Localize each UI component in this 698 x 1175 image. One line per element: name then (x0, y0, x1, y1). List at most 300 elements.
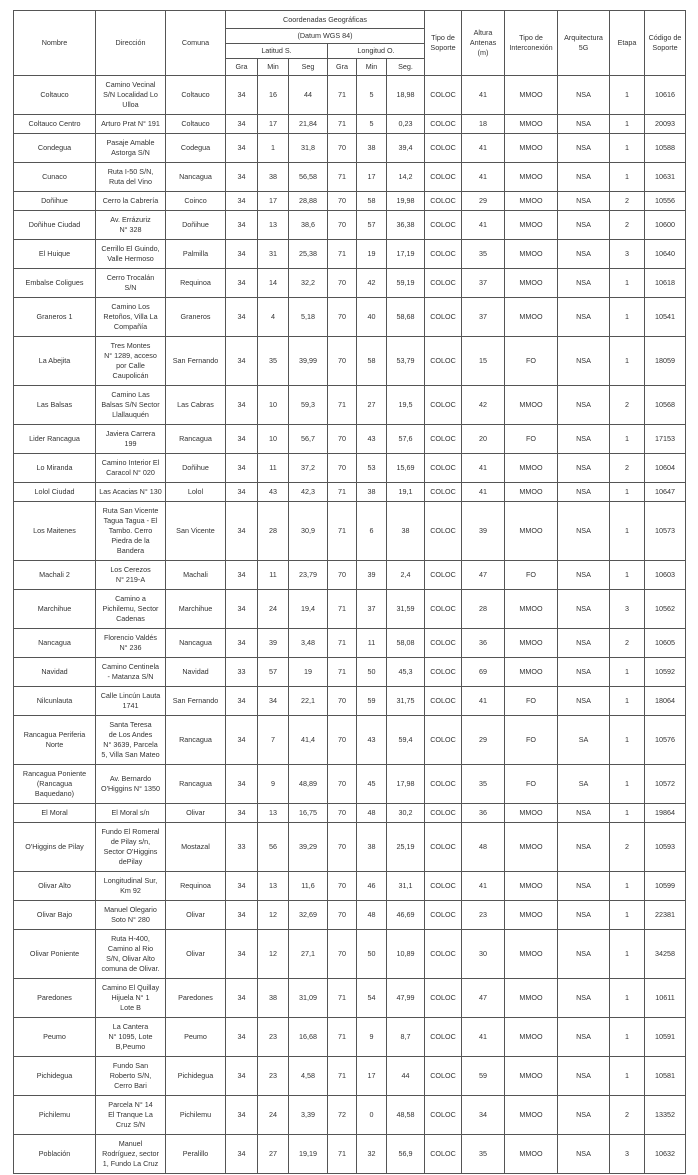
cell-arquitectura: NSA (558, 1135, 610, 1174)
cell-arquitectura: NSA (558, 804, 610, 823)
cell-altura: 41 (462, 1018, 505, 1057)
header-arquitectura: Arquitectura 5G (558, 11, 610, 76)
cell-lat-gra: 33 (226, 823, 258, 872)
cell-tipo-soporte: COLOC (425, 561, 462, 590)
header-longitud: Longitud O. (328, 44, 425, 59)
cell-codigo: 19864 (645, 804, 686, 823)
cell-lon-gra: 71 (328, 629, 357, 658)
cell-lat-min: 13 (258, 872, 289, 901)
cell-lon-min: 19 (357, 240, 387, 269)
cell-lon-min: 32 (357, 1135, 387, 1174)
cell-lon-seg: 30,2 (387, 804, 425, 823)
cell-nombre: O'Higgins de Pilay (14, 823, 96, 872)
cell-lat-seg: 16,68 (289, 1018, 328, 1057)
cell-tipo-soporte: COLOC (425, 765, 462, 804)
cell-lat-gra: 34 (226, 1018, 258, 1057)
cell-lat-seg: 22,1 (289, 687, 328, 716)
cell-codigo: 10593 (645, 823, 686, 872)
cell-lat-seg: 32,2 (289, 269, 328, 298)
table-row (14, 901, 686, 930)
cell-etapa: 1 (610, 765, 645, 804)
cell-lat-min: 56 (258, 823, 289, 872)
cell-lon-gra: 71 (328, 1135, 357, 1174)
table-row (14, 804, 686, 823)
cell-lat-gra: 34 (226, 115, 258, 134)
cell-nombre: Nancagua (14, 629, 96, 658)
cell-arquitectura: NSA (558, 425, 610, 454)
cell-tipo-soporte: COLOC (425, 930, 462, 979)
cell-altura: 37 (462, 269, 505, 298)
table-row (14, 716, 686, 765)
table-row (14, 163, 686, 192)
cell-altura: 36 (462, 629, 505, 658)
cell-arquitectura: NSA (558, 590, 610, 629)
cell-arquitectura: NSA (558, 901, 610, 930)
cell-lat-gra: 34 (226, 163, 258, 192)
cell-direccion: Camino Vecinal S/N Localidad Lo Ulloa (96, 76, 166, 115)
cell-lon-seg: 58,08 (387, 629, 425, 658)
cell-codigo: 10604 (645, 454, 686, 483)
cell-etapa: 1 (610, 930, 645, 979)
cell-altura: 41 (462, 872, 505, 901)
table-row (14, 298, 686, 337)
cell-etapa: 1 (610, 337, 645, 386)
cell-lat-min: 34 (258, 687, 289, 716)
cell-codigo: 10599 (645, 872, 686, 901)
cell-lon-gra: 71 (328, 590, 357, 629)
cell-lon-min: 9 (357, 1018, 387, 1057)
cell-tipo-soporte: COLOC (425, 483, 462, 502)
cell-arquitectura: NSA (558, 1057, 610, 1096)
cell-lon-seg: 17,98 (387, 765, 425, 804)
cell-arquitectura: NSA (558, 454, 610, 483)
cell-nombre: Olivar Bajo (14, 901, 96, 930)
cell-codigo: 10611 (645, 979, 686, 1018)
cell-lat-seg: 44 (289, 76, 328, 115)
cell-comuna: Pichilemu (166, 1096, 226, 1135)
cell-interconexion: FO (505, 687, 558, 716)
cell-etapa: 1 (610, 804, 645, 823)
cell-tipo-soporte: COLOC (425, 687, 462, 716)
table-header (14, 11, 686, 76)
cell-nombre: Coltauco Centro (14, 115, 96, 134)
cell-lat-gra: 34 (226, 687, 258, 716)
cell-lon-gra: 71 (328, 483, 357, 502)
cell-altura: 41 (462, 483, 505, 502)
cell-lon-seg: 59,19 (387, 269, 425, 298)
cell-direccion: Ruta H-400, Camino al Rio S/N, Olivar Alto comuna de Olivar. (96, 930, 166, 979)
cell-etapa: 2 (610, 454, 645, 483)
cell-tipo-soporte: COLOC (425, 76, 462, 115)
cell-etapa: 2 (610, 386, 645, 425)
cell-etapa: 1 (610, 269, 645, 298)
cell-tipo-soporte: COLOC (425, 1018, 462, 1057)
cell-tipo-soporte: COLOC (425, 163, 462, 192)
cell-nombre: Pichilemu (14, 1096, 96, 1135)
cell-comuna: Marchihue (166, 590, 226, 629)
cell-lat-min: 23 (258, 1057, 289, 1096)
table-row (14, 658, 686, 687)
cell-lon-min: 11 (357, 629, 387, 658)
cell-interconexion: MMOO (505, 502, 558, 561)
table-row (14, 1057, 686, 1096)
cell-arquitectura: NSA (558, 115, 610, 134)
cell-lat-seg: 19 (289, 658, 328, 687)
cell-direccion: Camino El Quillay Hijuela N° 1 Lote B (96, 979, 166, 1018)
cell-lat-min: 23 (258, 1018, 289, 1057)
cell-interconexion: MMOO (505, 163, 558, 192)
cell-etapa: 1 (610, 425, 645, 454)
cell-tipo-soporte: COLOC (425, 590, 462, 629)
cell-tipo-soporte: COLOC (425, 823, 462, 872)
cell-lon-gra: 70 (328, 425, 357, 454)
cell-altura: 41 (462, 76, 505, 115)
cell-lat-gra: 34 (226, 337, 258, 386)
table-row (14, 930, 686, 979)
cell-lat-min: 17 (258, 192, 289, 211)
cell-comuna: Olivar (166, 901, 226, 930)
cell-codigo: 13352 (645, 1096, 686, 1135)
cell-lat-min: 14 (258, 269, 289, 298)
cell-direccion: Arturo Prat N° 191 (96, 115, 166, 134)
cell-tipo-soporte: COLOC (425, 454, 462, 483)
cell-codigo: 10562 (645, 590, 686, 629)
cell-direccion: Florencio Valdés N° 236 (96, 629, 166, 658)
cell-interconexion: FO (505, 425, 558, 454)
cell-etapa: 1 (610, 163, 645, 192)
cell-lat-seg: 59,3 (289, 386, 328, 425)
header-etapa: Etapa (610, 11, 645, 76)
cell-nombre: Machali 2 (14, 561, 96, 590)
cell-arquitectura: NSA (558, 76, 610, 115)
cell-lat-min: 11 (258, 454, 289, 483)
cell-etapa: 1 (610, 298, 645, 337)
cell-lon-gra: 70 (328, 823, 357, 872)
cell-lon-seg: 36,38 (387, 211, 425, 240)
cell-nombre: La Abejita (14, 337, 96, 386)
header-datum: (Datum WGS 84) (226, 29, 425, 44)
cell-altura: 29 (462, 716, 505, 765)
cell-altura: 47 (462, 561, 505, 590)
cell-comuna: San Fernando (166, 687, 226, 716)
cell-lon-min: 17 (357, 1057, 387, 1096)
header-latitud: Latitud S. (226, 44, 328, 59)
cell-lat-seg: 23,79 (289, 561, 328, 590)
cell-lon-gra: 70 (328, 804, 357, 823)
cell-lon-seg: 46,69 (387, 901, 425, 930)
cell-direccion: Camino Interior El Caracol N° 020 (96, 454, 166, 483)
cell-etapa: 3 (610, 590, 645, 629)
cell-arquitectura: NSA (558, 561, 610, 590)
cell-lat-seg: 3,39 (289, 1096, 328, 1135)
cell-interconexion: MMOO (505, 629, 558, 658)
cell-nombre: Peumo (14, 1018, 96, 1057)
cell-lat-seg: 32,69 (289, 901, 328, 930)
cell-arquitectura: NSA (558, 298, 610, 337)
cell-tipo-soporte: COLOC (425, 192, 462, 211)
cell-lat-seg: 5,18 (289, 298, 328, 337)
cell-codigo: 10573 (645, 502, 686, 561)
cell-direccion: Camino Los Retoños, Villa La Compañía (96, 298, 166, 337)
table-row (14, 765, 686, 804)
cell-direccion: La Cantera N° 1095, Lote B,Peumo (96, 1018, 166, 1057)
cell-lon-gra: 71 (328, 658, 357, 687)
cell-lon-min: 57 (357, 211, 387, 240)
cell-lat-seg: 11,6 (289, 872, 328, 901)
header-interconexion: Tipo de Interconexión (505, 11, 558, 76)
cell-lat-min: 35 (258, 337, 289, 386)
cell-interconexion: MMOO (505, 823, 558, 872)
cell-nombre: Olivar Alto (14, 872, 96, 901)
cell-altura: 20 (462, 425, 505, 454)
cell-direccion: Camino a Pichilemu, Sector Cadenas (96, 590, 166, 629)
cell-lon-min: 53 (357, 454, 387, 483)
cell-lat-gra: 34 (226, 979, 258, 1018)
cell-etapa: 1 (610, 1057, 645, 1096)
cell-comuna: Rancagua (166, 765, 226, 804)
cell-etapa: 2 (610, 629, 645, 658)
cell-interconexion: MMOO (505, 240, 558, 269)
table-row (14, 979, 686, 1018)
cell-arquitectura: NSA (558, 979, 610, 1018)
cell-tipo-soporte: COLOC (425, 502, 462, 561)
cell-lon-gra: 70 (328, 765, 357, 804)
cell-lon-gra: 71 (328, 163, 357, 192)
cell-lat-seg: 25,38 (289, 240, 328, 269)
cell-direccion: Santa Teresa de Los Andes N° 3639, Parcela 5, Villa San Mateo (96, 716, 166, 765)
cell-tipo-soporte: COLOC (425, 298, 462, 337)
header-lat-gra: Gra (226, 59, 258, 76)
cell-lat-min: 10 (258, 425, 289, 454)
cell-lon-seg: 2,4 (387, 561, 425, 590)
cell-altura: 29 (462, 192, 505, 211)
cell-altura: 48 (462, 823, 505, 872)
cell-interconexion: MMOO (505, 134, 558, 163)
cell-arquitectura: NSA (558, 386, 610, 425)
cell-lat-gra: 34 (226, 483, 258, 502)
cell-comuna: Machali (166, 561, 226, 590)
cell-comuna: Coinco (166, 192, 226, 211)
cell-etapa: 1 (610, 134, 645, 163)
cell-interconexion: MMOO (505, 1018, 558, 1057)
cell-etapa: 1 (610, 872, 645, 901)
cell-arquitectura: NSA (558, 337, 610, 386)
cell-arquitectura: NSA (558, 483, 610, 502)
cell-codigo: 10568 (645, 386, 686, 425)
cell-nombre: Rancagua Poniente (Rancagua Baquedano) (14, 765, 96, 804)
cell-codigo: 18064 (645, 687, 686, 716)
header-nombre: Nombre (14, 11, 96, 76)
cell-comuna: Requinoa (166, 269, 226, 298)
header-direccion: Dirección (96, 11, 166, 76)
cell-codigo: 20093 (645, 115, 686, 134)
cell-lon-gra: 70 (328, 269, 357, 298)
cell-direccion: Las Acacias N° 130 (96, 483, 166, 502)
table-row (14, 561, 686, 590)
cell-lon-seg: 0,23 (387, 115, 425, 134)
cell-codigo: 10591 (645, 1018, 686, 1057)
header-lat-seg: Seg (289, 59, 328, 76)
cell-codigo: 10556 (645, 192, 686, 211)
cell-comuna: Palmilla (166, 240, 226, 269)
cell-interconexion: MMOO (505, 901, 558, 930)
cell-lon-seg: 45,3 (387, 658, 425, 687)
cell-lon-min: 6 (357, 502, 387, 561)
table-row (14, 629, 686, 658)
cell-tipo-soporte: COLOC (425, 658, 462, 687)
cell-altura: 41 (462, 163, 505, 192)
table-row (14, 211, 686, 240)
cell-arquitectura: NSA (558, 269, 610, 298)
cell-etapa: 2 (610, 211, 645, 240)
table-row (14, 269, 686, 298)
cell-interconexion: MMOO (505, 872, 558, 901)
cell-lon-gra: 70 (328, 561, 357, 590)
cell-lon-seg: 47,99 (387, 979, 425, 1018)
cell-lon-seg: 19,1 (387, 483, 425, 502)
cell-altura: 34 (462, 1096, 505, 1135)
cell-arquitectura: NSA (558, 502, 610, 561)
cell-lat-seg: 39,99 (289, 337, 328, 386)
cell-interconexion: FO (505, 561, 558, 590)
cell-comuna: Peralillo (166, 1135, 226, 1174)
cell-lon-seg: 38 (387, 502, 425, 561)
cell-tipo-soporte: COLOC (425, 240, 462, 269)
cell-lat-gra: 34 (226, 386, 258, 425)
cell-comuna: Coltauco (166, 115, 226, 134)
cell-interconexion: MMOO (505, 211, 558, 240)
cell-lon-seg: 19,98 (387, 192, 425, 211)
cell-etapa: 1 (610, 502, 645, 561)
cell-lon-gra: 70 (328, 211, 357, 240)
cell-direccion: Ruta San Vicente Tagua Tagua - El Tambo. Cerro Piedra de la Bandera (96, 502, 166, 561)
cell-etapa: 1 (610, 901, 645, 930)
cell-lat-gra: 34 (226, 269, 258, 298)
cell-etapa: 1 (610, 76, 645, 115)
table-row (14, 454, 686, 483)
cell-direccion: Cerro Trocalán S/N (96, 269, 166, 298)
cell-lon-min: 0 (357, 1096, 387, 1135)
cell-etapa: 1 (610, 561, 645, 590)
cell-nombre: Lo Miranda (14, 454, 96, 483)
cell-comuna: Doñihue (166, 211, 226, 240)
cell-interconexion: MMOO (505, 76, 558, 115)
cell-lon-min: 43 (357, 425, 387, 454)
cell-altura: 41 (462, 134, 505, 163)
cell-arquitectura: NSA (558, 192, 610, 211)
cell-nombre: Marchihue (14, 590, 96, 629)
cell-lat-gra: 34 (226, 629, 258, 658)
cell-nombre: Coltauco (14, 76, 96, 115)
cell-lat-seg: 21,84 (289, 115, 328, 134)
cell-lon-min: 40 (357, 298, 387, 337)
cell-nombre: Rancagua Periferia Norte (14, 716, 96, 765)
cell-interconexion: MMOO (505, 1096, 558, 1135)
cell-etapa: 1 (610, 687, 645, 716)
cell-direccion: El Moral s/n (96, 804, 166, 823)
cell-altura: 28 (462, 590, 505, 629)
cell-lon-min: 42 (357, 269, 387, 298)
cell-tipo-soporte: COLOC (425, 901, 462, 930)
cell-nombre: Lolol Ciudad (14, 483, 96, 502)
cell-lon-gra: 70 (328, 872, 357, 901)
cell-comuna: Codegua (166, 134, 226, 163)
cell-comuna: Rancagua (166, 716, 226, 765)
table-row (14, 502, 686, 561)
cell-direccion: Av. Errázuriz N° 328 (96, 211, 166, 240)
cell-comuna: San Fernando (166, 337, 226, 386)
cell-interconexion: FO (505, 716, 558, 765)
table-row (14, 240, 686, 269)
cell-codigo: 17153 (645, 425, 686, 454)
cell-codigo: 10640 (645, 240, 686, 269)
cell-arquitectura: NSA (558, 134, 610, 163)
cell-etapa: 2 (610, 192, 645, 211)
cell-lat-gra: 34 (226, 804, 258, 823)
cell-etapa: 1 (610, 716, 645, 765)
cell-etapa: 1 (610, 1018, 645, 1057)
cell-altura: 30 (462, 930, 505, 979)
cell-altura: 36 (462, 804, 505, 823)
cell-tipo-soporte: COLOC (425, 386, 462, 425)
cell-lat-seg: 27,1 (289, 930, 328, 979)
cell-lat-min: 11 (258, 561, 289, 590)
cell-interconexion: MMOO (505, 930, 558, 979)
cell-tipo-soporte: COLOC (425, 629, 462, 658)
cell-interconexion: MMOO (505, 386, 558, 425)
cell-lat-gra: 34 (226, 502, 258, 561)
cell-arquitectura: NSA (558, 211, 610, 240)
cell-nombre: Navidad (14, 658, 96, 687)
table-row (14, 687, 686, 716)
cell-altura: 35 (462, 765, 505, 804)
cell-lat-seg: 41,4 (289, 716, 328, 765)
cell-lon-gra: 70 (328, 298, 357, 337)
cell-lon-gra: 70 (328, 134, 357, 163)
table-row (14, 1018, 686, 1057)
cell-comuna: Las Cabras (166, 386, 226, 425)
cell-lat-min: 4 (258, 298, 289, 337)
table-row (14, 337, 686, 386)
cell-interconexion: FO (505, 765, 558, 804)
cell-lat-min: 13 (258, 804, 289, 823)
cell-direccion: Av. Bernardo O'Higgins N° 1350 (96, 765, 166, 804)
cell-lon-min: 48 (357, 901, 387, 930)
cell-altura: 42 (462, 386, 505, 425)
header-coordenadas: Coordenadas Geográficas (226, 11, 425, 29)
cell-arquitectura: NSA (558, 823, 610, 872)
cell-arquitectura: NSA (558, 687, 610, 716)
cell-comuna: Lolol (166, 483, 226, 502)
cell-etapa: 3 (610, 240, 645, 269)
cell-comuna: Rancagua (166, 425, 226, 454)
cell-etapa: 1 (610, 658, 645, 687)
cell-lat-min: 9 (258, 765, 289, 804)
cell-interconexion: MMOO (505, 1057, 558, 1096)
cell-altura: 39 (462, 502, 505, 561)
cell-lat-min: 43 (258, 483, 289, 502)
cell-lon-min: 37 (357, 590, 387, 629)
cell-lon-gra: 70 (328, 454, 357, 483)
cell-lat-seg: 38,6 (289, 211, 328, 240)
cell-codigo: 10541 (645, 298, 686, 337)
cell-lat-gra: 34 (226, 1096, 258, 1135)
cell-lat-gra: 34 (226, 454, 258, 483)
cell-lat-min: 7 (258, 716, 289, 765)
cell-codigo: 10647 (645, 483, 686, 502)
cell-comuna: Nancagua (166, 629, 226, 658)
cell-lat-seg: 37,2 (289, 454, 328, 483)
